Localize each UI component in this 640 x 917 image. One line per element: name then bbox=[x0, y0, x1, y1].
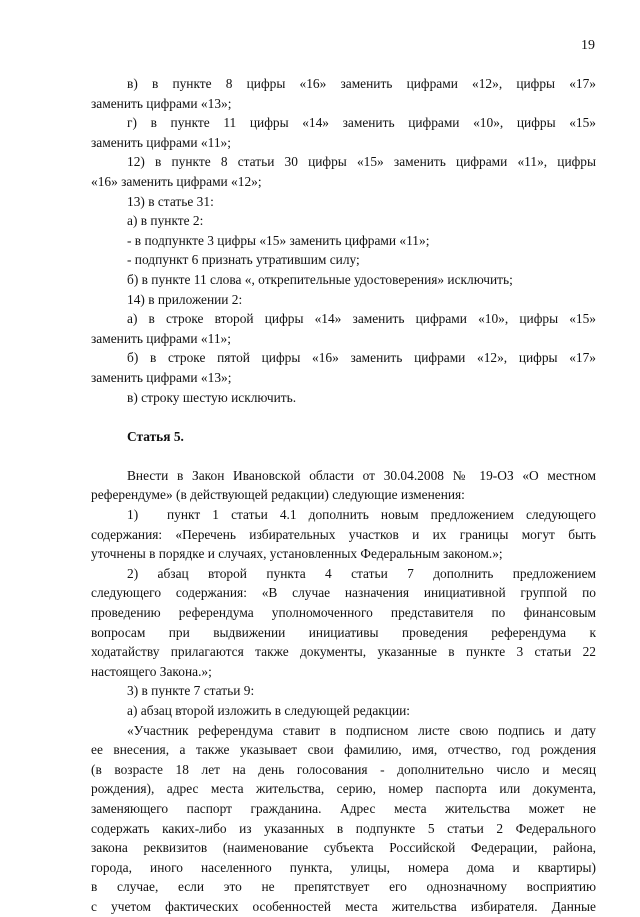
text-line: настоящего Закона.»; bbox=[91, 663, 212, 679]
text-line: уточнены в порядке и случаях, установленных Федеральным законом.»; bbox=[91, 546, 503, 562]
blank-line bbox=[91, 446, 596, 466]
list-number: 1) bbox=[127, 507, 139, 523]
text-line: «16» заменить цифрами «12»; bbox=[91, 173, 262, 189]
text-line: в) строку шестую исключить. bbox=[127, 389, 297, 405]
text-line: содержать каких-либо из указанных в подпункте 5 статьи 2 Федерального bbox=[91, 820, 596, 836]
text-line: заменить цифрами «11»; bbox=[91, 134, 231, 150]
document-body bbox=[91, 74, 596, 917]
text-line: с учетом фактических особенностей места жительства избирателя. Данные bbox=[91, 898, 596, 914]
text-line: «Участник референдума ставит в подписном листе свою подпись и дату bbox=[127, 722, 596, 738]
text-line: рождения), адрес места жительства, серию, номер паспорта или документа, bbox=[91, 781, 596, 797]
text-line: б) в строке пятой цифры «16» заменить цифрами «12», цифры «17» bbox=[127, 350, 596, 366]
page-number: 19 bbox=[581, 38, 595, 53]
text-line: ходатайству прилагаются также документы, указанные в пункте 3 статьи 22 bbox=[91, 644, 596, 660]
article-heading: Статья 5. bbox=[127, 428, 184, 444]
text-line: содержания: «Перечень избирательных участков и их границы могут быть bbox=[91, 526, 596, 542]
text-line: заменить цифрами «11»; bbox=[91, 330, 231, 346]
list-item-line bbox=[91, 505, 596, 525]
text-line: проведению референдума уполномоченного представителя по финансовым bbox=[91, 605, 596, 621]
text-line: а) в пункте 2: bbox=[127, 213, 204, 229]
text-line: г) в пункте 11 цифры «14» заменить цифрами «10», цифры «15» bbox=[127, 115, 596, 131]
text-line: города, иного населенного пункта, улицы, номера дома и квартиры) bbox=[91, 859, 596, 875]
text-line: 13) в статье 31: bbox=[127, 193, 214, 209]
blank-line bbox=[91, 407, 596, 427]
text-line: 12) в пункте 8 статьи 30 цифры «15» заменить цифрами «11», цифры bbox=[127, 154, 596, 170]
text-line: Внести в Закон Ивановской области от 30.04.2008 № 19-ОЗ «О местном bbox=[127, 467, 596, 483]
text-line: заменить цифрами «13»; bbox=[91, 95, 232, 111]
text-line: следующего содержания: «В случае назначения инициативной группой по bbox=[91, 585, 596, 601]
text-line: 14) в приложении 2: bbox=[127, 291, 243, 307]
text-line: закона реквизитов (наименование субъекта Российской Федерации, района, bbox=[91, 840, 596, 856]
text-line: в случае, если это не препятствует его однозначному восприятию bbox=[91, 879, 596, 895]
text-line: вопросам при выдвижении инициативы проведения референдума к bbox=[91, 624, 596, 640]
text-line: референдуме» (в действующей редакции) следующие изменения: bbox=[91, 487, 465, 503]
text-line: в) в пункте 8 цифры «16» заменить цифрами «12», цифры «17» bbox=[127, 76, 596, 91]
list-text: пункт 1 статьи 4.1 дополнить новым предложением следующего bbox=[167, 507, 596, 523]
text-line: заменить цифрами «13»; bbox=[91, 369, 232, 385]
text-line: 2) абзац второй пункта 4 статьи 7 дополнить предложением bbox=[127, 565, 596, 581]
text-line: - в подпункте 3 цифры «15» заменить цифрами «11»; bbox=[127, 232, 430, 248]
text-line: а) в строке второй цифры «14» заменить цифрами «10», цифры «15» bbox=[127, 311, 596, 327]
text-line: а) абзац второй изложить в следующей редакции: bbox=[127, 703, 411, 718]
text-line: ее внесения, а также указывает свои фамилию, имя, отчество, год рождения bbox=[91, 742, 596, 758]
text-line: - подпункт 6 признать утратившим силу; bbox=[127, 252, 360, 268]
text-line: б) в пункте 11 слова «, открепительные удостоверения» исключить; bbox=[127, 271, 513, 287]
text-line: (в возрасте 18 лет на день голосования - дополнительно число и месяц bbox=[91, 761, 596, 777]
text-line: заменяющего паспорт гражданина. Адрес места жительства может не bbox=[91, 800, 596, 816]
text-line: 3) в пункте 7 статьи 9: bbox=[127, 683, 255, 699]
